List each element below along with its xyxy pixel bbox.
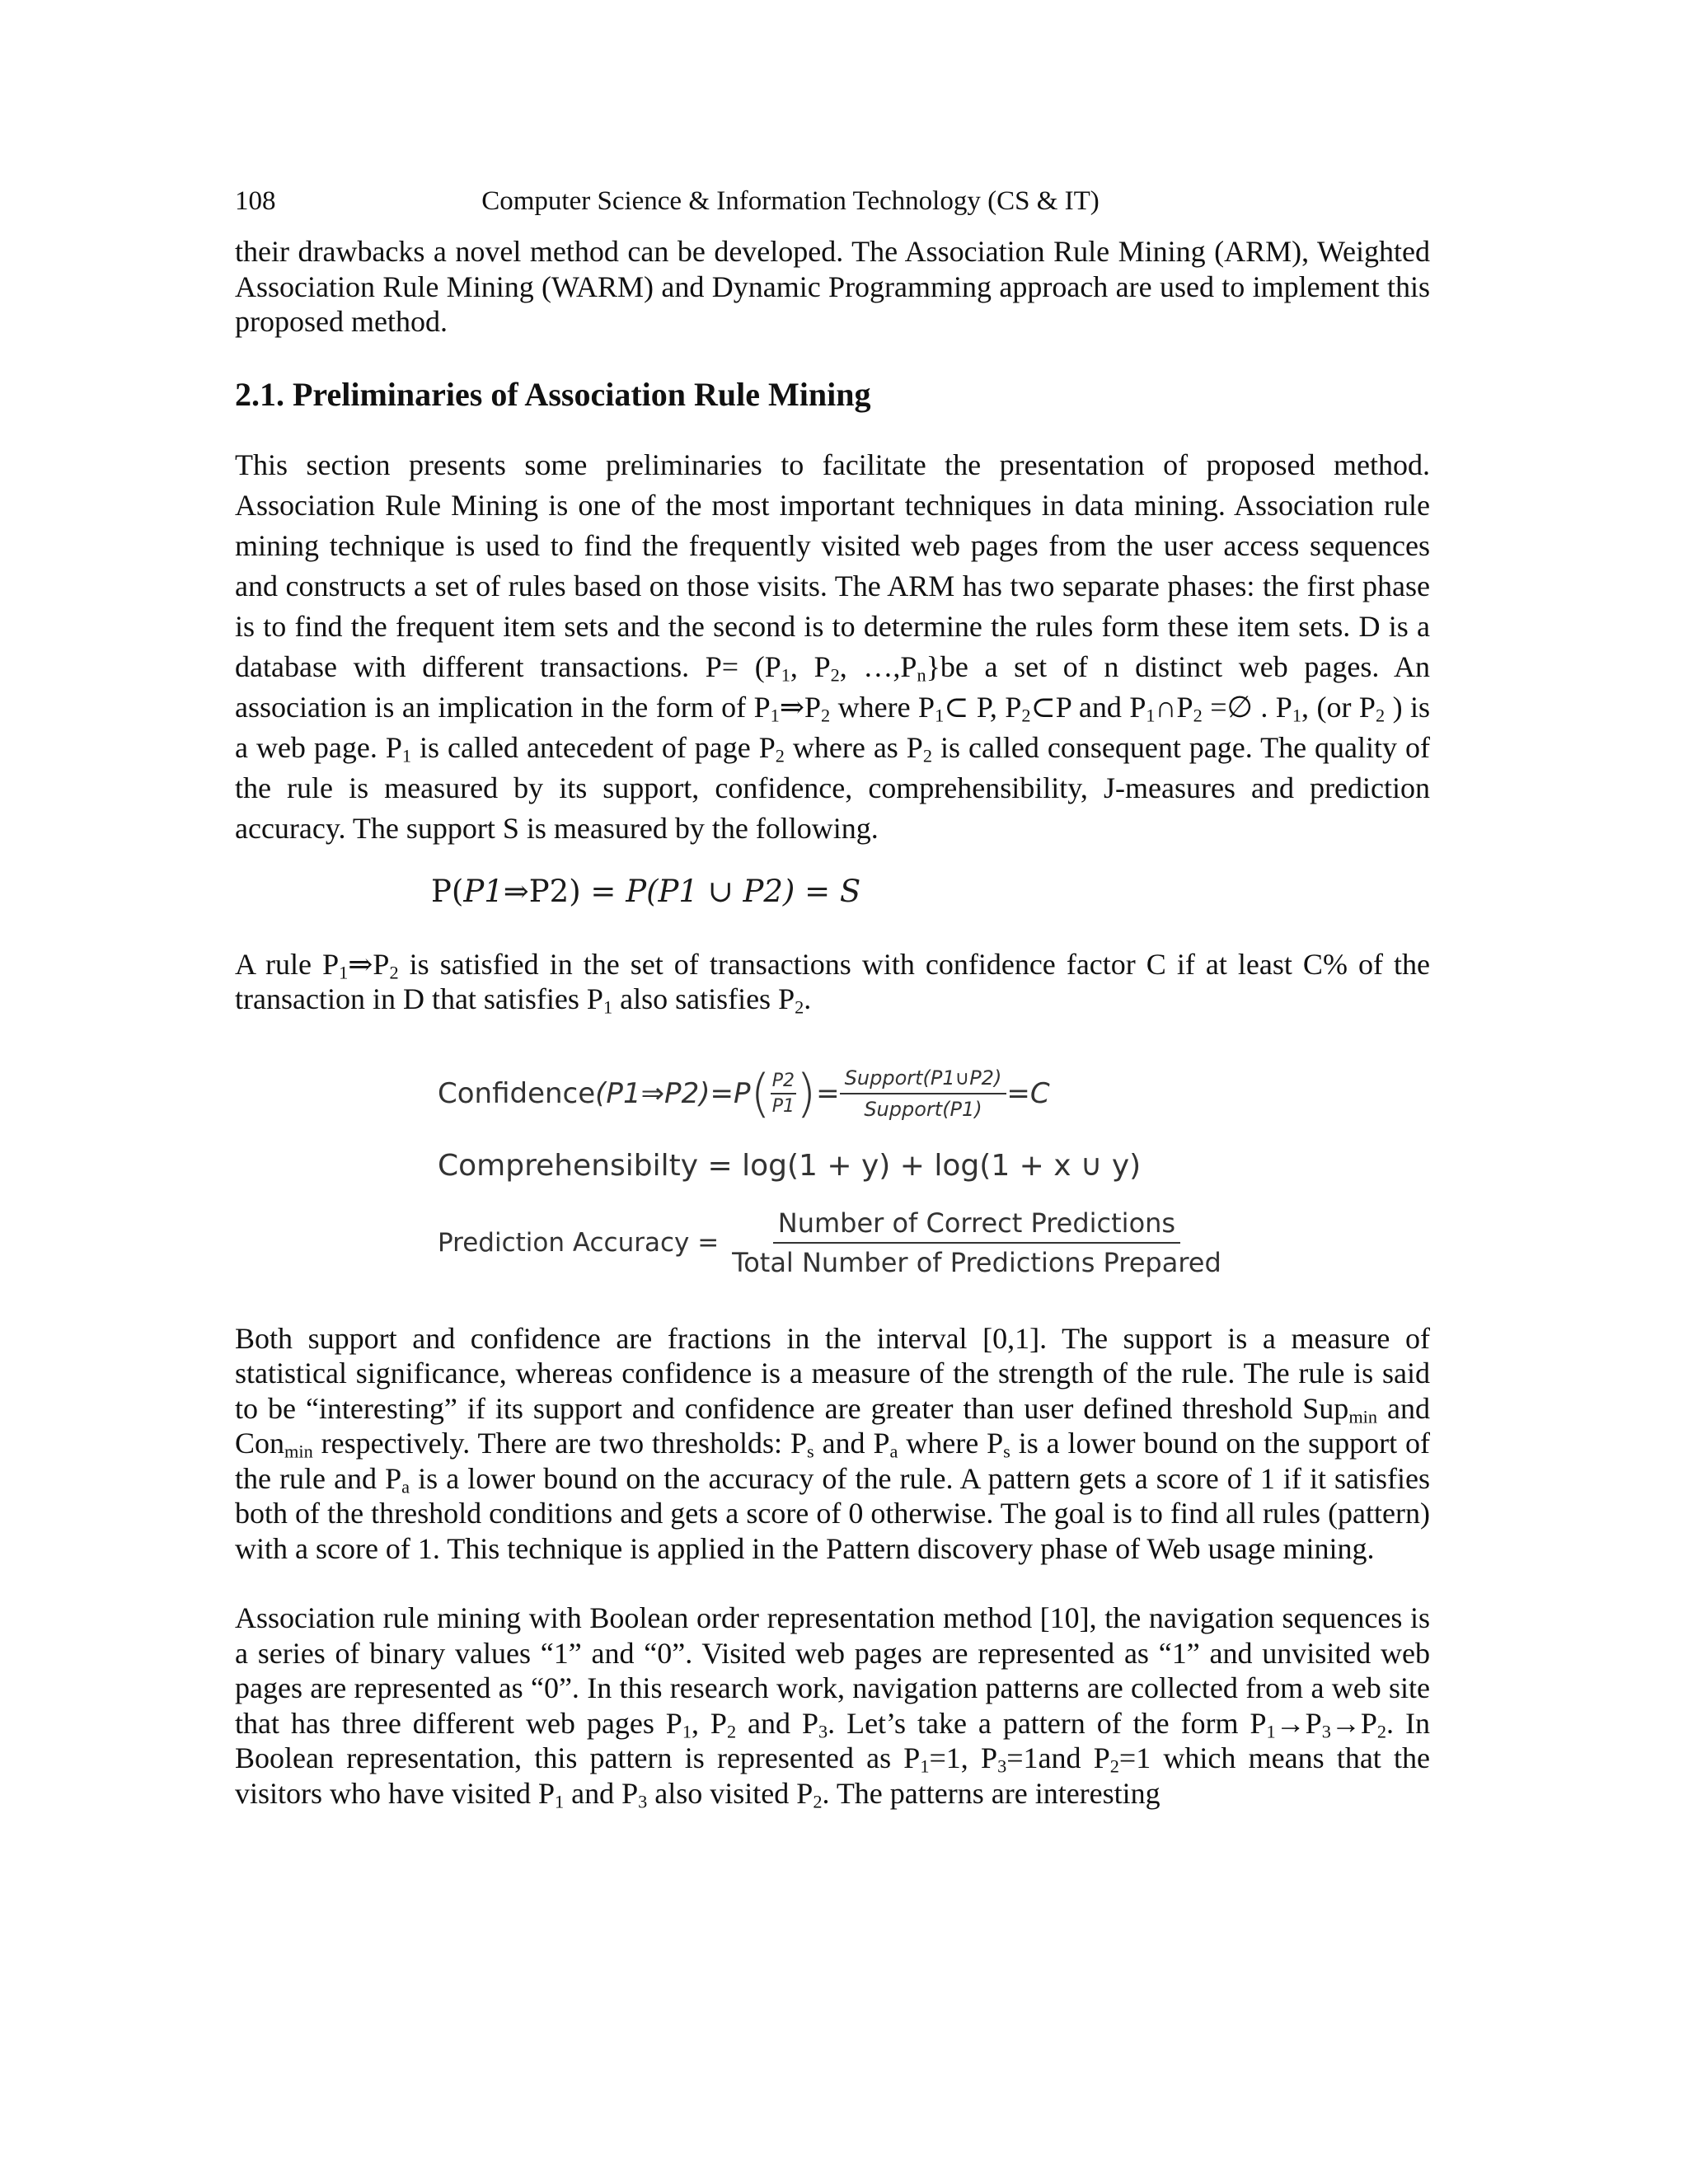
- paragraph-preliminaries: This section presents some preliminaries to facilitate the presentation of proposed method. Association Rule Mining is one of the most important techniques in data mining. Association rule mining technique is used to find the frequently visited web pages from the user access sequences and constructs a set of rules based on those visits. The ARM has two separate phases: the first phase is to find the frequent item sets and the second is to determine the rules form these item sets. D is a database with different transactions. $P= (P_1$, $P_2$, $\dots,P_n\}be$ a set of n distinct web pages. An association is an implication in the form of $P_1\Rightarrow P_2$ where $P_1\subset$ P, $P_2\subset P$ and $P_1\cap P_2$ =∅ . $P_1$, (or $P_2$ ) is a web page. $P_1$ is called antecedent of page $P_2$ where as $P_2$ is called consequent page. The quality of the rule is measured by its support, confidence, comprehensibility, J-measures and prediction accuracy. The support S is measured by the following.: [235, 448, 1431, 845]
- equation-prediction-accuracy: Prediction Accuracy = $\frac{\text{Number of Correct Predictions}}{\text{Total Number of Predictions Prepared}}$: [438, 1207, 1430, 1278]
- paragraph-confidence: A rule $P_1\Rightarrow P_2$ is satisfied in the set of transactions with confidence factor C if at least C% of the transaction in D that satisfies $P_1$ also satisfies $P_2$.: [235, 947, 1430, 1018]
- section-heading: 2.1. Preliminaries of Association Rule Mining: [235, 375, 871, 413]
- equation-comprehensibility: Comprehensibilty = log(1 + y) + log(1 + x ∪ y): [438, 1148, 1142, 1183]
- page-body: [235, 234, 1430, 1811]
- paragraph-boolean: Association rule mining with Boolean order representation method [10], the navigation sequences is a series of binary values “1” and “0”. Visited web pages are represented as “1” and unvisited web pages are represented as “0”. In this research work, navigation patterns are collected from a web site that has three different web pages $P_1$, $P_2$ and $P_3$. Let’s take a pattern of the form $P_1\to P_3\to P_2$. In Boolean representation, this pattern is represented as $P_1=1$, $P_3=1and$ $P_2=1$ which means that the visitors who have visited $P_1$ and $P_3$ also visited $P_2$. The patterns are interesting: [235, 1601, 1431, 1812]
- confidence-inner-fraction: $\frac{P2}{P1}$: [771, 1070, 795, 1117]
- page-number: 108: [235, 186, 276, 216]
- paragraph-thresholds: Both support and confidence are fractions in the interval [0,1]. The support is a measure of statistical significance, whereas confidence is a measure of the strength of the rule. The rule is said to be “interesting” if its support and confidence are greater than user defined threshold Sup$_{min}$ and Con$_{min}$ respectively. There are two thresholds: $P_s$ and $P_a$ where $P_s$ is a lower bound on the support of the rule and $P_a$ is a lower bound on the accuracy of the rule. A pattern gets a score of 1 if it satisfies both of the threshold conditions and gets a score of 0 otherwise. The goal is to find all rules (pattern) with a score of 1. This technique is applied in the Pattern discovery phase of Web usage mining.: [235, 1321, 1431, 1565]
- equation-support: P(P1⇒P2) = P(P1 ∪ P2) = S: [431, 873, 861, 909]
- paragraph-intro: their drawbacks a novel method can be developed. The Association Rule Mining (ARM), Weighted Association Rule Mining (WARM) and Dynamic Programming approach are used to implement this proposed method.: [235, 235, 1430, 338]
- running-head: Computer Science & Information Technology (CS & IT): [481, 186, 1100, 216]
- confidence-support-fraction: $\frac{\text{Support(P1∪P2)}}{\text{Support(P1)}}$: [840, 1066, 1007, 1121]
- accuracy-fraction: $\frac{\text{Number of Correct Predictions}}{\text{Total Number of Predictions Prepared}}$: [732, 1207, 1221, 1278]
- equation-confidence: Confidence (P1⇒P2) = P ( $\frac{P2}{P1}$ ) = $\frac{\text{Support(P1∪P2)}}{\text{Support(P1)}}$ = C: [438, 1062, 1050, 1123]
